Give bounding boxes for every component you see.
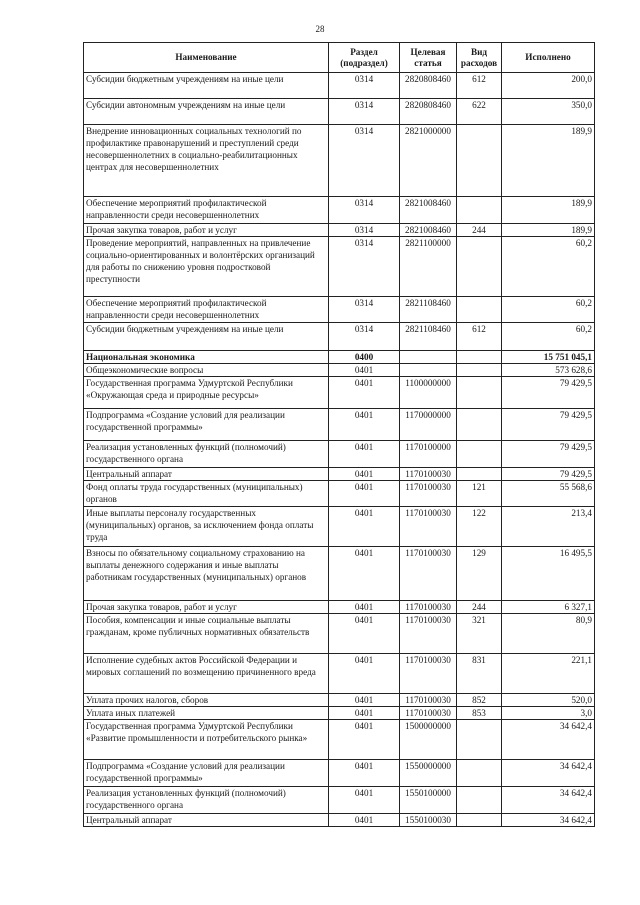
cell-name: Реализация установленных функций (полномочий) государственного органа (84, 441, 329, 468)
table-row (84, 99, 595, 125)
cell-expense-type (457, 814, 502, 827)
cell-executed: 15 751 045,1 (502, 351, 595, 364)
cell-executed: 3,0 (502, 707, 595, 720)
cell-target: 2820808460 (400, 73, 457, 99)
cell-section: 0314 (329, 297, 400, 323)
table-row (84, 481, 595, 507)
cell-executed: 60,2 (502, 323, 595, 351)
cell-expense-type: 622 (457, 99, 502, 125)
column-header-name: Наименование (84, 43, 329, 73)
cell-section: 0401 (329, 364, 400, 377)
cell-name: Взносы по обязательному социальному страхованию на выплаты денежного содержания и иные выплаты работникам государственных (муниципальных) органов (84, 547, 329, 601)
cell-expense-type: 831 (457, 654, 502, 694)
cell-name: Подпрограмма «Создание условий для реализации государственной программы» (84, 760, 329, 787)
cell-target: 1170100030 (400, 614, 457, 654)
table-row (84, 507, 595, 547)
cell-section: 0401 (329, 507, 400, 547)
cell-executed: 189,9 (502, 125, 595, 197)
cell-expense-type: 129 (457, 547, 502, 601)
cell-target: 1170100030 (400, 547, 457, 601)
cell-name: Уплата прочих налогов, сборов (84, 694, 329, 707)
cell-name: Центральный аппарат (84, 814, 329, 827)
cell-section: 0314 (329, 73, 400, 99)
cell-target (400, 351, 457, 364)
cell-target: 1170100030 (400, 654, 457, 694)
cell-name: Обеспечение мероприятий профилактической направленности среди несовершеннолетних (84, 197, 329, 224)
cell-section: 0401 (329, 481, 400, 507)
cell-section: 0401 (329, 654, 400, 694)
cell-target: 1170100030 (400, 694, 457, 707)
table-row (84, 224, 595, 237)
table-row (84, 297, 595, 323)
cell-target: 2821000000 (400, 125, 457, 197)
table-row (84, 409, 595, 441)
cell-name: Центральный аппарат (84, 468, 329, 481)
table-row (84, 125, 595, 197)
table-row (84, 377, 595, 409)
cell-executed: 55 568,6 (502, 481, 595, 507)
cell-executed: 200,0 (502, 73, 595, 99)
column-header-target: Целевая статья (400, 43, 457, 73)
cell-target: 1170000000 (400, 409, 457, 441)
cell-executed: 60,2 (502, 237, 595, 297)
cell-name: Субсидии автономным учреждениям на иные цели (84, 99, 329, 125)
cell-section: 0401 (329, 814, 400, 827)
cell-section: 0400 (329, 351, 400, 364)
cell-executed: 80,9 (502, 614, 595, 654)
cell-executed: 189,9 (502, 197, 595, 224)
cell-name: Обеспечение мероприятий профилактической направленности среди несовершеннолетних (84, 297, 329, 323)
table-row (84, 814, 595, 827)
column-header-section: Раздел (подраздел) (329, 43, 400, 73)
cell-executed: 79 429,5 (502, 441, 595, 468)
cell-target: 1550100030 (400, 814, 457, 827)
cell-name: Государственная программа Удмуртской Республики «Развитие промышленности и потребительского рынка» (84, 720, 329, 760)
cell-target: 1170100030 (400, 507, 457, 547)
table-row (84, 760, 595, 787)
cell-executed: 213,4 (502, 507, 595, 547)
cell-executed: 16 495,5 (502, 547, 595, 601)
cell-section: 0401 (329, 720, 400, 760)
cell-target: 2821108460 (400, 297, 457, 323)
cell-target: 1170100030 (400, 707, 457, 720)
cell-section: 0314 (329, 323, 400, 351)
cell-executed: 34 642,4 (502, 787, 595, 814)
cell-executed: 79 429,5 (502, 377, 595, 409)
cell-target: 1550100000 (400, 787, 457, 814)
cell-expense-type (457, 351, 502, 364)
cell-target: 1500000000 (400, 720, 457, 760)
cell-name: Пособия, компенсации и иные социальные выплаты гражданам, кроме публичных нормативных обязательств (84, 614, 329, 654)
cell-expense-type: 321 (457, 614, 502, 654)
cell-section: 0314 (329, 237, 400, 297)
cell-expense-type (457, 720, 502, 760)
cell-section: 0401 (329, 377, 400, 409)
cell-section: 0401 (329, 409, 400, 441)
cell-target: 2821008460 (400, 224, 457, 237)
cell-name: Общеэкономические вопросы (84, 364, 329, 377)
cell-executed: 221,1 (502, 654, 595, 694)
cell-target: 2820808460 (400, 99, 457, 125)
cell-name: Фонд оплаты труда государственных (муниципальных) органов (84, 481, 329, 507)
cell-section: 0401 (329, 694, 400, 707)
budget-table (83, 42, 595, 827)
cell-section: 0314 (329, 224, 400, 237)
table-row (84, 720, 595, 760)
cell-expense-type (457, 297, 502, 323)
cell-executed: 34 642,4 (502, 760, 595, 787)
cell-target: 1170100030 (400, 601, 457, 614)
table-row (84, 364, 595, 377)
cell-target: 1170100000 (400, 441, 457, 468)
cell-name: Прочая закупка товаров, работ и услуг (84, 224, 329, 237)
cell-name: Реализация установленных функций (полномочий) государственного органа (84, 787, 329, 814)
cell-name: Исполнение судебных актов Российской Федерации и мировых соглашений по возмещению причиненного вреда (84, 654, 329, 694)
cell-expense-type (457, 760, 502, 787)
cell-executed: 34 642,4 (502, 720, 595, 760)
table-row (84, 787, 595, 814)
cell-section: 0401 (329, 601, 400, 614)
cell-name: Государственная программа Удмуртской Республики «Окружающая среда и природные ресурсы» (84, 377, 329, 409)
table-row (84, 197, 595, 224)
cell-target (400, 364, 457, 377)
table-row (84, 468, 595, 481)
cell-expense-type: 122 (457, 507, 502, 547)
column-header-expense-type: Вид расходов (457, 43, 502, 73)
cell-section: 0401 (329, 787, 400, 814)
cell-executed: 350,0 (502, 99, 595, 125)
cell-expense-type: 121 (457, 481, 502, 507)
cell-name: Прочая закупка товаров, работ и услуг (84, 601, 329, 614)
cell-target: 2821108460 (400, 323, 457, 351)
cell-name: Иные выплаты персоналу государственных (муниципальных) органов, за исключением фонда оплаты труда (84, 507, 329, 547)
cell-expense-type (457, 787, 502, 814)
cell-section: 0314 (329, 125, 400, 197)
cell-expense-type (457, 409, 502, 441)
cell-target: 1170100030 (400, 481, 457, 507)
cell-target: 2821100000 (400, 237, 457, 297)
table-row (84, 601, 595, 614)
cell-section: 0401 (329, 707, 400, 720)
cell-expense-type: 244 (457, 224, 502, 237)
cell-expense-type (457, 125, 502, 197)
cell-target: 1550000000 (400, 760, 457, 787)
cell-section: 0401 (329, 547, 400, 601)
cell-executed: 189,9 (502, 224, 595, 237)
cell-executed: 60,2 (502, 297, 595, 323)
cell-executed: 79 429,5 (502, 468, 595, 481)
table-row (84, 441, 595, 468)
table-row (84, 614, 595, 654)
cell-executed: 34 642,4 (502, 814, 595, 827)
cell-expense-type (457, 364, 502, 377)
cell-section: 0401 (329, 614, 400, 654)
cell-target: 2821008460 (400, 197, 457, 224)
cell-section: 0401 (329, 468, 400, 481)
table-row (84, 694, 595, 707)
page-number: 28 (315, 24, 325, 34)
cell-section: 0401 (329, 760, 400, 787)
cell-expense-type (457, 197, 502, 224)
table-row (84, 323, 595, 351)
cell-expense-type (457, 237, 502, 297)
cell-expense-type: 612 (457, 73, 502, 99)
cell-expense-type: 852 (457, 694, 502, 707)
cell-expense-type (457, 377, 502, 409)
cell-name: Подпрограмма «Создание условий для реализации государственной программы» (84, 409, 329, 441)
cell-target: 1100000000 (400, 377, 457, 409)
table-row (84, 237, 595, 297)
cell-section: 0314 (329, 197, 400, 224)
cell-executed: 520,0 (502, 694, 595, 707)
table-row (84, 351, 595, 364)
cell-expense-type: 853 (457, 707, 502, 720)
column-header-executed: Исполнено (502, 43, 595, 73)
table-row (84, 654, 595, 694)
cell-section: 0314 (329, 99, 400, 125)
table-row (84, 707, 595, 720)
cell-name: Проведение мероприятий, направленных на привлечение социально-ориентированных и волонтёрских организаций для работы по снижению уровня подростковой преступности (84, 237, 329, 297)
cell-expense-type: 612 (457, 323, 502, 351)
cell-executed: 6 327,1 (502, 601, 595, 614)
cell-name: Уплата иных платежей (84, 707, 329, 720)
cell-target: 1170100030 (400, 468, 457, 481)
cell-expense-type: 244 (457, 601, 502, 614)
cell-executed: 79 429,5 (502, 409, 595, 441)
cell-name: Субсидии бюджетным учреждениям на иные цели (84, 73, 329, 99)
table-header-row (84, 43, 595, 73)
cell-name: Национальная экономика (84, 351, 329, 364)
cell-name: Внедрение инновационных социальных технологий по профилактике правонарушений и преступлений среди несовершеннолетних в социально-реабилитационных центрах для несовершеннолетних (84, 125, 329, 197)
cell-section: 0401 (329, 441, 400, 468)
table-row (84, 73, 595, 99)
cell-executed: 573 628,6 (502, 364, 595, 377)
cell-expense-type (457, 468, 502, 481)
cell-name: Субсидии бюджетным учреждениям на иные цели (84, 323, 329, 351)
cell-expense-type (457, 441, 502, 468)
table-row (84, 547, 595, 601)
